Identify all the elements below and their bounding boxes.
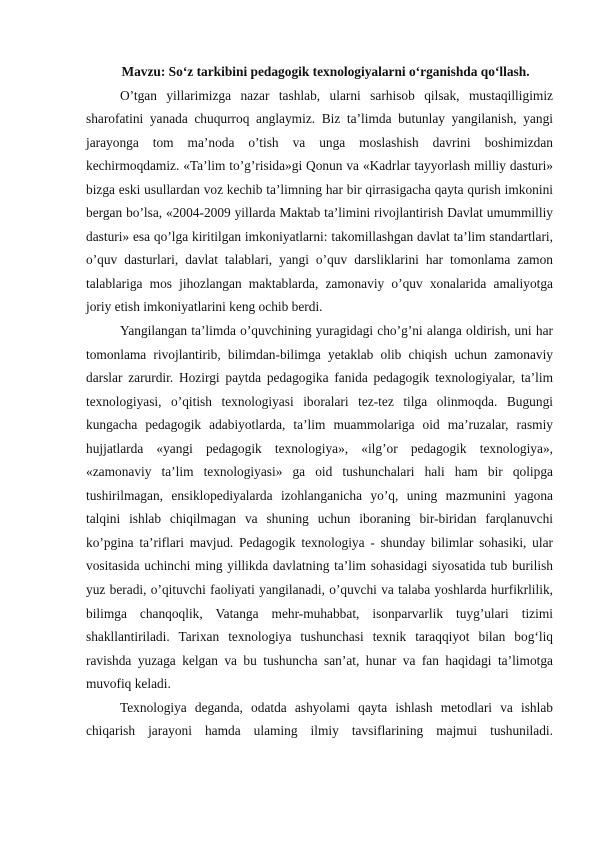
paragraph-3: Texnologiya deganda, odatda ashyolami qayta ishlash metodlari va ishlab chiqarish jarayoni hamda ulaming ilmiy tavsiflarining majmui tushuniladi. xyxy=(86,699,553,739)
document-title: Mavzu: So‘z tarkibini pedagogik texnologiyalarni o‘rganishda qo‘llash. xyxy=(121,64,530,79)
paragraph-1: O’tgan yillarimizga nazar tashlab, ularni sarhisob qilsak, mustaqilligimiz sharofatini yanada chuqurroq anglaymiz. Biz ta’limda butunlay yangilanish, yangi jarayonga tom ma’noda o’tish va unga moslashish davrini boshimizdan kechirmoqdamiz. «Ta’lim to’g’risida»gi Qonun va «Kadrlar tayyorlash milliy dasturi» bizga eski usullardan voz kechib ta’limning har bir qirrasigacha qayta qurish imkonini bergan bo’lsa, «2004-2009 yillarda Maktab ta’limini rivojlantirish Davlat umummilliy dasturi» esa qo’lga kiritilgan imkoniyatlarni: takomillashgan davlat ta’lim standartlari, o’quv dasturlari, davlat talablari, yangi o’quv darsliklarini har tomonlama zamon talablariga mos jihozlangan maktablarda, zamonaviy o’quv xonalarida amaliyotga joriy etish imkoniyatlarini keng ochib berdi. xyxy=(86,87,553,315)
paragraph-2: Yangilangan ta’limda o’quvchining yuragidagi cho’g’ni alanga oldirish, uni har tomonlama rivojlantirib, bilimdan-bilimga yetaklab olib chiqish uchun zamonaviy darslar zarurdir. Hozirgi paytda pedagogika fanida pedagogik texnologiyalar, ta’lim texnologiyasi, o’qitish texnologiyasi iboralari tez-tez tilga olinmoqda. Bugungi kungacha pedagogik adabiyotlarda, ta’lim muammolariga oid ma’ruzalar, rasmiy hujjatlarda «yangi pedagogik texnologiya», «ilg’or pedagogik texnologiya», «zamonaviy ta’lim texnologiyasi» ga oid tushunchalari hali ham bir qolipga tushirilmagan, ensiklopediyalarda izohlanganicha yo’q, uning mazmunini yagona talqini ishlab chiqilmagan va shuning uchun iboraning bir-biridan farqlanuvchi ko’pgina ta’riflari mavjud. Pedagogik texnologiya - shunday bilimlar sohasiki, ular vositasida uchinchi ming yillikda davlatning ta’lim sohasidagi siyosatida tub burilish yuz beradi, o’qituvchi faoliyati yangilanadi, o’quvchi va talaba yoshlarda hurfikrlilik, bilimga chanqoqlik, Vatanga mehr-muhabbat, isonparvarlik tuyg’ulari tizimi shakllantiriladi. Tarixan texnologiya tushunchasi texnik taraqqiyot bilan bog‘liq ravishda yuzaga kelgan va bu tushuncha san’at, hunar va fan haqidagi ta’limotga muvofiq keladi. xyxy=(86,323,553,692)
document-page xyxy=(86,60,553,743)
